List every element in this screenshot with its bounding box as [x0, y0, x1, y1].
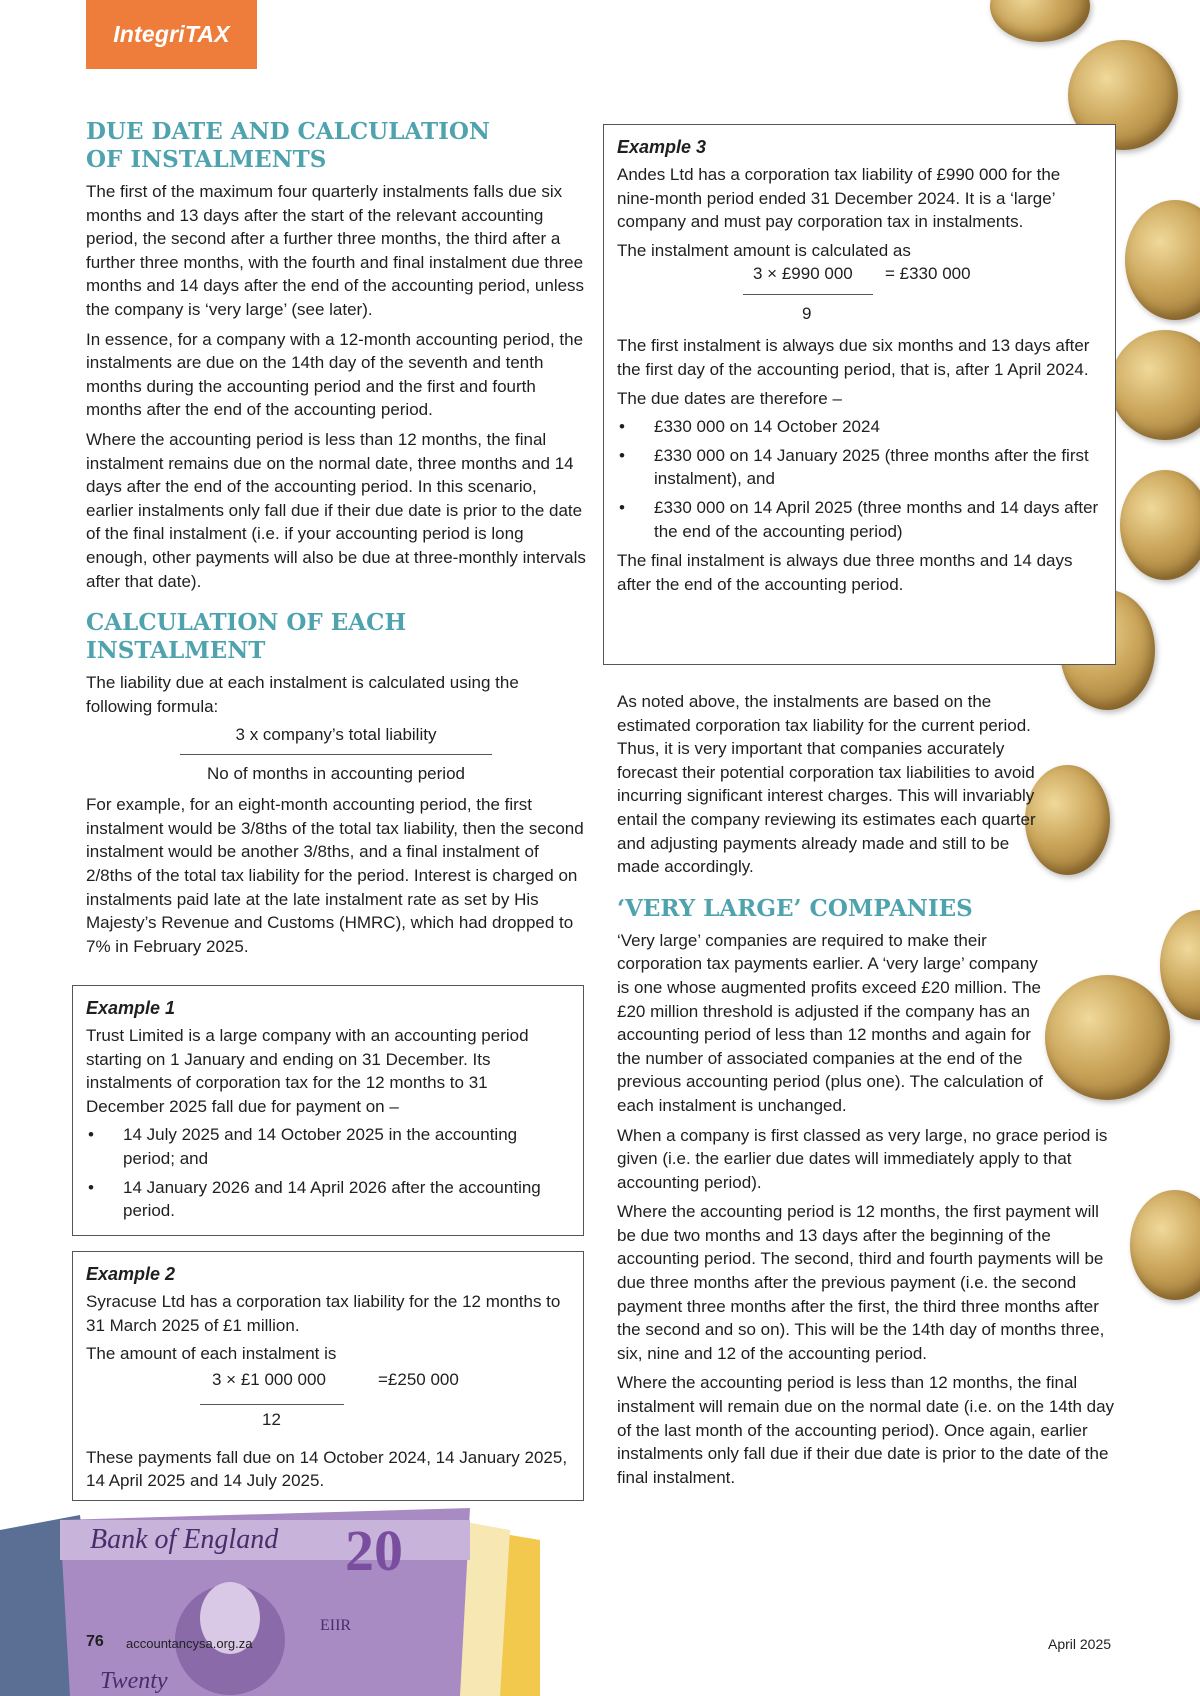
website-link[interactable]: accountancysa.org.za — [126, 1636, 253, 1651]
example-text: The amount of each instalment is — [86, 1344, 337, 1364]
list-item: • 14 July 2025 and 14 October 2025 in the accounting period; and — [86, 1123, 569, 1170]
example-title: Example 2 — [86, 1264, 176, 1284]
liability-formula — [86, 722, 586, 787]
banknote-image — [0, 1500, 540, 1696]
example-text: The due dates are therefore – — [617, 388, 842, 408]
list-item: • £330 000 on 14 October 2024 — [617, 415, 1101, 439]
fraction-line — [200, 1404, 344, 1405]
paragraph: Where the accounting period is 12 months, the first payment will be due two months and 13 days after the beginning of the accounting period. The second, third and fourth payments will be due three months after the previous payment (i.e. the second payment three months after the first, the third three months after the second and so on). This will be the 14th day of months three, six, nine and 12 of the accounting period. — [617, 1202, 1105, 1363]
calc-result: = £330 000 — [885, 264, 971, 284]
coin-image — [1130, 1190, 1200, 1300]
coin-image — [1110, 330, 1200, 440]
right-column — [617, 690, 1117, 1495]
example-text: The first instalment is always due six months and 13 days after the first day of the accounting period, that is, after 1 April 2024. — [617, 336, 1090, 379]
calc-denominator: 12 — [262, 1409, 281, 1429]
example-text: Syracuse Ltd has a corporation tax liability for the 12 months to 31 March 2025 of £1 million. — [86, 1292, 561, 1335]
calc-numerator: 3 × £990 000 — [753, 264, 853, 284]
paragraph: The first of the maximum four quarterly instalments falls due six months and 13 days after the start of the relevant accounting period, the second after a further three months, the third after a further three months, with the fourth and final instalment due three months and 14 days after the end of the accounting period, unless the company is ‘very large’ (see later). — [86, 182, 585, 319]
calc-result: =£250 000 — [378, 1369, 459, 1389]
paragraph: Where the accounting period is less than 12 months, the final instalment remains due on the normal date, three months and 14 days after the end of the accounting period. In this scenario, earlier instalments only fall due if their due date is prior to the date of the final instalment (i.e. if your accounting period is long enough, other payments will also be due at three-monthly intervals after that date). — [86, 429, 586, 591]
example-text: Trust Limited is a large company with an accounting period starting on 1 January and ending on 31 December. Its instalments of corporation tax for the 12 months to 31 December 2025 fall due for payment on – — [86, 1026, 529, 1116]
paragraph: Where the accounting period is less than 12 months, the final instalment will remain due on the normal date (i.e. on the 14th day of the last month of the accounting period). Once again, earlier instalments only fall due if their due date is prior to the date of the final instalment. — [617, 1373, 1115, 1487]
fraction-line — [180, 754, 492, 755]
due-date-list — [617, 415, 1101, 543]
note-value: 20 — [345, 1518, 403, 1583]
paragraph: As noted above, the instalments are based on the estimated corporation tax liability for the current period. Thus, it is very important that companies accurately forecast their potential corporation tax liabilities to avoid incurring significant interest charges. This will invariably entail the company reviewing its estimates each quarter and adjusting payments already made and still to be made accordingly. — [617, 692, 1036, 877]
due-date-list — [86, 1123, 569, 1222]
brand-logo: IntegriTAX — [86, 0, 257, 69]
left-column — [86, 118, 586, 964]
list-item: • 14 January 2026 and 14 April 2026 after the accounting period. — [86, 1176, 569, 1223]
coin-image — [1120, 470, 1200, 580]
formula-numerator: 3 x company’s total liability — [235, 725, 437, 745]
note-word: Twenty — [100, 1668, 168, 1694]
royal-cypher: EIIR — [320, 1617, 352, 1634]
calc-denominator: 9 — [802, 304, 812, 324]
section-heading-calculation: CALCULATION OF EACH INSTALMENT — [86, 609, 407, 665]
fraction-line — [743, 294, 873, 295]
formula-denominator: No of months in accounting period — [207, 764, 465, 784]
example-3-box — [603, 124, 1116, 665]
paragraph: For example, for an eight-month accounting period, the first instalment would be 3/8ths of the total tax liability, then the second instalment would be another 3/8ths, and a final instalment of 2/8ths of the total tax liability for the period. Interest is charged on instalments paid late at the late instalment rate as set by His Majesty’s Revenue and Customs (HMRC), which had dropped to 7% in February 2025. — [86, 795, 584, 956]
instalment-calculation — [617, 264, 1101, 334]
example-title: Example 3 — [617, 137, 707, 157]
paragraph: ‘Very large’ companies are required to make their corporation tax payments earlier. A ‘very large’ company is one whose augmented profits exceed £20 million. The £20 million threshold is adjusted if the company has an accounting period of less than 12 months and again for the number of associated companies at the end of the previous accounting period (plus one). The calculation of each instalment is unchanged. — [617, 930, 1043, 1115]
banknote-illustration — [0, 1500, 540, 1696]
example-2-box — [72, 1251, 584, 1501]
coin-image — [1160, 910, 1200, 1020]
instalment-calculation — [86, 1368, 569, 1446]
section-heading-due-date: DUE DATE AND CALCULATION OF INSTALMENTS — [86, 118, 490, 173]
issue-date: April 2025 — [1048, 1636, 1112, 1652]
example-text: The final instalment is always due three months and 14 days after the end of the accounting period. — [617, 551, 1073, 594]
coin-image — [1125, 200, 1200, 320]
list-item: • £330 000 on 14 January 2025 (three months after the first instalment), and — [617, 444, 1101, 491]
example-1-box — [72, 985, 584, 1236]
coin-image — [990, 0, 1090, 42]
example-text: These payments fall due on 14 October 2024, 14 January 2025, 14 April 2025 and 14 July 2025. — [86, 1447, 568, 1491]
example-title: Example 1 — [86, 998, 176, 1018]
paragraph: In essence, for a company with a 12-month accounting period, the instalments are due on the 14th day of the seventh and tenth months during the accounting period and the first and fourth months after the end of the accounting period. — [86, 329, 584, 420]
calc-numerator: 3 × £1 000 000 — [212, 1369, 326, 1389]
list-item: • £330 000 on 14 April 2025 (three months and 14 days after the end of the accounting period) — [617, 496, 1101, 543]
page-number: 76 — [86, 1633, 104, 1650]
example-text: The instalment amount is calculated as — [617, 240, 911, 260]
paragraph: The liability due at each instalment is calculated using the following formula: — [86, 673, 519, 716]
example-text: Andes Ltd has a corporation tax liability of £990 000 for the nine-month period ended 31 December 2024. It is a ‘large’ company and must pay corporation tax in instalments. — [617, 165, 1061, 232]
section-heading-very-large: ‘VERY LARGE’ COMPANIES — [617, 894, 973, 922]
bank-name: Bank of England — [90, 1524, 279, 1555]
paragraph: When a company is first classed as very large, no grace period is given (i.e. the earlier due dates will immediately apply to that accounting period). — [617, 1125, 1108, 1192]
